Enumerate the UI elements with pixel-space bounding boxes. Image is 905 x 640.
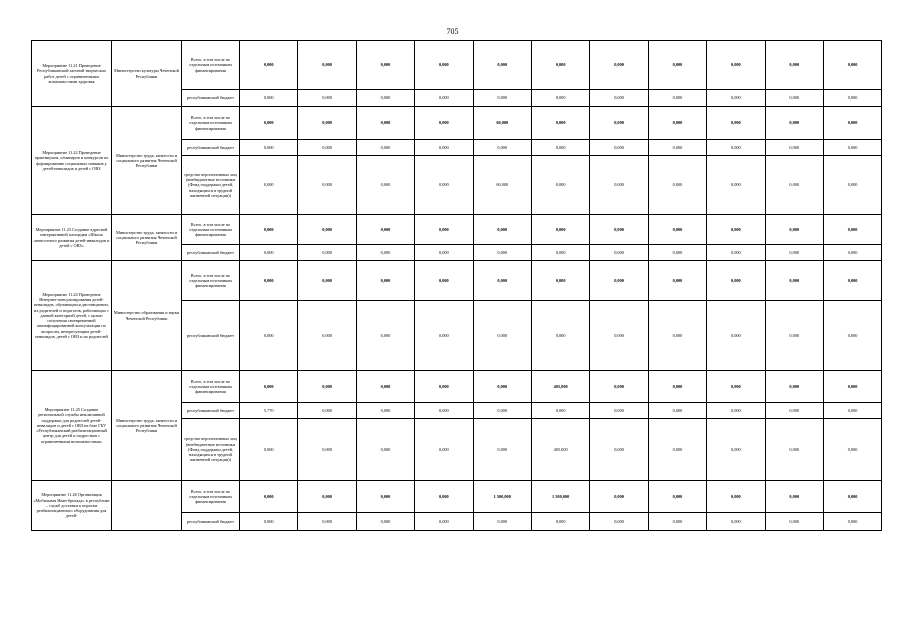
- amount-cell: 5,770: [240, 403, 298, 419]
- amount-cell: 0,000: [707, 481, 765, 513]
- amount-cell: 0,000: [356, 301, 414, 371]
- amount-cell: 0,000: [473, 403, 531, 419]
- table-row: [32, 261, 882, 301]
- amount-cell: 0,000: [473, 140, 531, 156]
- amount-cell: 0,000: [298, 419, 356, 481]
- amount-cell: 0,000: [356, 371, 414, 403]
- amount-cell: 0,000: [590, 140, 648, 156]
- amount-cell: 1 500,000: [473, 481, 531, 513]
- amount-cell: 0,000: [765, 419, 823, 481]
- amount-cell: 0,000: [240, 371, 298, 403]
- amount-cell: 0,000: [823, 419, 881, 481]
- budget-table: [31, 40, 882, 531]
- table-body: [32, 41, 882, 531]
- amount-cell: 0,000: [415, 513, 473, 531]
- amount-cell: 0,000: [765, 481, 823, 513]
- amount-cell: 405,000: [531, 419, 589, 481]
- amount-cell: 0,000: [590, 419, 648, 481]
- amount-cell: 0,000: [240, 140, 298, 156]
- amount-cell: 0,000: [590, 513, 648, 531]
- amount-cell: 0,000: [648, 513, 706, 531]
- amount-cell: 0,000: [415, 371, 473, 403]
- amount-cell: 0,000: [765, 513, 823, 531]
- amount-cell: 0,000: [298, 107, 356, 140]
- amount-cell: 0,000: [415, 245, 473, 261]
- executor-cell: Министерство труда, занятости и социального развития Чеченской Республики: [112, 107, 182, 215]
- amount-cell: 0,000: [590, 41, 648, 90]
- amount-cell: 0,000: [356, 215, 414, 245]
- executor-cell: Министерство труда, занятости и социального развития Чеченской Республики: [112, 215, 182, 261]
- amount-cell: 0,000: [707, 156, 765, 215]
- event-cell: Мероприятие 11.26 Организация «Мобильная Иван-бригада» в республике – служб доставки к порогам реабилитационного оборудования для детей-: [32, 481, 112, 531]
- amount-cell: 0,000: [240, 301, 298, 371]
- amount-cell: 0,000: [823, 140, 881, 156]
- amount-cell: 0,000: [356, 140, 414, 156]
- amount-cell: 0,000: [823, 90, 881, 107]
- amount-cell: 0,000: [823, 261, 881, 301]
- amount-cell: 0,000: [823, 371, 881, 403]
- amount-cell: 0,000: [765, 156, 823, 215]
- funding-source-cell: Всего, в том числе по отдельным источникам финансирования: [182, 481, 240, 513]
- amount-cell: 0,000: [590, 371, 648, 403]
- amount-cell: 0,000: [823, 403, 881, 419]
- amount-cell: 0,000: [298, 513, 356, 531]
- table-row: [32, 107, 882, 140]
- amount-cell: 0,000: [356, 245, 414, 261]
- funding-source-cell: республиканский бюджет: [182, 245, 240, 261]
- amount-cell: 60,000: [473, 156, 531, 215]
- amount-cell: 0,000: [356, 107, 414, 140]
- amount-cell: 0,000: [531, 41, 589, 90]
- amount-cell: 0,000: [473, 419, 531, 481]
- amount-cell: 0,000: [707, 245, 765, 261]
- funding-source-cell: Всего, в том числе по отдельным источникам финансирования: [182, 261, 240, 301]
- amount-cell: 0,000: [415, 107, 473, 140]
- amount-cell: 0,000: [298, 245, 356, 261]
- funding-source-cell: Всего, в том числе по отдельным источникам финансирования: [182, 107, 240, 140]
- funding-source-cell: республиканский бюджет: [182, 513, 240, 531]
- amount-cell: 0,000: [531, 261, 589, 301]
- amount-cell: 0,000: [531, 90, 589, 107]
- amount-cell: 405,000: [531, 371, 589, 403]
- amount-cell: 0,000: [707, 403, 765, 419]
- amount-cell: 0,000: [473, 90, 531, 107]
- amount-cell: 0,000: [765, 403, 823, 419]
- amount-cell: 0,000: [240, 90, 298, 107]
- funding-source-cell: республиканский бюджет: [182, 90, 240, 107]
- amount-cell: 0,000: [707, 90, 765, 107]
- amount-cell: 0,000: [707, 261, 765, 301]
- page-number: 705: [446, 27, 459, 36]
- amount-cell: 0,000: [415, 90, 473, 107]
- amount-cell: 0,000: [531, 107, 589, 140]
- executor-cell: Министерство образования и науки Чеченской Республики: [112, 261, 182, 371]
- amount-cell: 0,000: [415, 261, 473, 301]
- amount-cell: 60,000: [473, 107, 531, 140]
- amount-cell: 0,000: [415, 41, 473, 90]
- amount-cell: 0,000: [240, 261, 298, 301]
- amount-cell: 0,000: [765, 41, 823, 90]
- event-cell: Мероприятие 11.21 Проведение Республиканской заочной творческих работ детей с ограниченными возможностями здоровья: [32, 41, 112, 107]
- amount-cell: 0,000: [298, 371, 356, 403]
- amount-cell: 1 500,000: [531, 481, 589, 513]
- amount-cell: 0,000: [707, 107, 765, 140]
- amount-cell: 0,000: [590, 215, 648, 245]
- amount-cell: 0,000: [765, 245, 823, 261]
- table-row: [32, 215, 882, 245]
- amount-cell: 0,000: [298, 41, 356, 90]
- amount-cell: 0,000: [298, 140, 356, 156]
- amount-cell: 0,000: [531, 513, 589, 531]
- amount-cell: 0,000: [240, 156, 298, 215]
- amount-cell: 0,000: [473, 301, 531, 371]
- amount-cell: 0,000: [240, 481, 298, 513]
- amount-cell: 0,000: [531, 215, 589, 245]
- event-cell: Мероприятие 11.24 Проведение Интернет-консультирования детей-инвалидов, обучающихся дистанционно, их родителей и педагогов, работающих с данной категорией детей, с целью получения своевременной квалифицированной консультации по вопросам, интересующим детей-инвалидов, детей с ОВЗ и их родителей: [32, 261, 112, 371]
- amount-cell: 0,000: [298, 261, 356, 301]
- funding-source-cell: Всего, в том числе по отдельным источникам финансирования: [182, 41, 240, 90]
- funding-source-cell: республиканский бюджет: [182, 301, 240, 371]
- amount-cell: 0,000: [648, 403, 706, 419]
- amount-cell: 0,000: [765, 140, 823, 156]
- amount-cell: 0,000: [531, 301, 589, 371]
- amount-cell: 0,000: [298, 481, 356, 513]
- amount-cell: 0,000: [356, 90, 414, 107]
- amount-cell: 0,000: [415, 481, 473, 513]
- amount-cell: 0,000: [240, 419, 298, 481]
- amount-cell: 0,000: [823, 481, 881, 513]
- amount-cell: 0,000: [590, 403, 648, 419]
- table-row: [32, 41, 882, 90]
- amount-cell: 0,000: [765, 301, 823, 371]
- amount-cell: 0,000: [765, 90, 823, 107]
- amount-cell: 0,000: [298, 90, 356, 107]
- funding-source-cell: Всего, в том числе по отдельным источникам финансирования: [182, 215, 240, 245]
- amount-cell: 0,000: [240, 107, 298, 140]
- amount-cell: 0,000: [356, 513, 414, 531]
- amount-cell: 0,000: [531, 156, 589, 215]
- amount-cell: 0,000: [415, 140, 473, 156]
- amount-cell: 0,000: [590, 261, 648, 301]
- amount-cell: 0,000: [531, 245, 589, 261]
- amount-cell: 0,000: [648, 90, 706, 107]
- amount-cell: 0,000: [415, 215, 473, 245]
- amount-cell: 0,000: [707, 419, 765, 481]
- amount-cell: 0,000: [240, 215, 298, 245]
- amount-cell: 0,000: [648, 419, 706, 481]
- funding-source-cell: средства перспективных лиц (внебюджетные источники (Фонд поддержки детей, находящихся в трудной жизненной ситуации)): [182, 156, 240, 215]
- amount-cell: 0,000: [648, 156, 706, 215]
- amount-cell: 0,000: [298, 301, 356, 371]
- amount-cell: 0,000: [823, 107, 881, 140]
- amount-cell: 0,000: [356, 261, 414, 301]
- amount-cell: 0,000: [823, 41, 881, 90]
- amount-cell: 0,000: [765, 261, 823, 301]
- amount-cell: 0,000: [415, 301, 473, 371]
- amount-cell: 0,000: [823, 513, 881, 531]
- amount-cell: 0,000: [590, 90, 648, 107]
- amount-cell: 0,000: [707, 371, 765, 403]
- amount-cell: 0,000: [648, 140, 706, 156]
- amount-cell: 0,000: [648, 245, 706, 261]
- amount-cell: 0,000: [298, 403, 356, 419]
- amount-cell: 0,000: [765, 107, 823, 140]
- amount-cell: 0,000: [648, 371, 706, 403]
- amount-cell: 0,000: [356, 156, 414, 215]
- amount-cell: 0,000: [765, 215, 823, 245]
- amount-cell: 0,000: [823, 245, 881, 261]
- amount-cell: 0,000: [823, 301, 881, 371]
- amount-cell: 0,000: [531, 140, 589, 156]
- amount-cell: 0,000: [298, 156, 356, 215]
- amount-cell: 0,000: [240, 513, 298, 531]
- amount-cell: 0,000: [415, 156, 473, 215]
- table-row: [32, 371, 882, 403]
- event-cell: Мероприятие 11.25 Создание региональной службы инклюзивной поддержки для родителей детей-инвалидов и детей с ОВЗ на базе ГБУ «Республиканский реабилитационный центр для детей и подростков с ограниченными возможностями»: [32, 371, 112, 481]
- amount-cell: 0,000: [240, 245, 298, 261]
- amount-cell: 0,000: [765, 371, 823, 403]
- event-cell: Мероприятие 11.23 Создание адресной интерактивной площадки «Школа личностного развития детей-инвалидов и детей с ОВЗ»: [32, 215, 112, 261]
- amount-cell: 0,000: [473, 513, 531, 531]
- amount-cell: 0,000: [531, 403, 589, 419]
- funding-source-cell: республиканский бюджет: [182, 140, 240, 156]
- amount-cell: 0,000: [648, 41, 706, 90]
- amount-cell: 0,000: [707, 215, 765, 245]
- executor-cell: Министерство культуры Чеченской Республики: [112, 41, 182, 107]
- amount-cell: 0,000: [473, 41, 531, 90]
- funding-source-cell: республиканский бюджет: [182, 403, 240, 419]
- amount-cell: 0,000: [298, 215, 356, 245]
- executor-cell: [112, 481, 182, 531]
- amount-cell: 0,000: [648, 107, 706, 140]
- amount-cell: 0,000: [415, 419, 473, 481]
- amount-cell: 0,000: [473, 215, 531, 245]
- amount-cell: 0,000: [707, 513, 765, 531]
- amount-cell: 0,000: [356, 481, 414, 513]
- amount-cell: 0,000: [473, 261, 531, 301]
- amount-cell: 0,000: [707, 140, 765, 156]
- amount-cell: 0,000: [356, 403, 414, 419]
- amount-cell: 0,000: [823, 215, 881, 245]
- funding-source-cell: средства перспективных лиц (внебюджетные источники (Фонд поддержки детей, находящихся в трудной жизненной ситуации)): [182, 419, 240, 481]
- amount-cell: 0,000: [648, 215, 706, 245]
- amount-cell: 0,000: [415, 403, 473, 419]
- amount-cell: 0,000: [590, 481, 648, 513]
- amount-cell: 0,000: [823, 156, 881, 215]
- executor-cell: Министерство труда, занятости и социального развития Чеченской Республики: [112, 371, 182, 481]
- table-row: [32, 481, 882, 513]
- amount-cell: 0,000: [473, 371, 531, 403]
- amount-cell: 0,000: [707, 41, 765, 90]
- funding-source-cell: Всего, в том числе по отдельным источникам финансирования: [182, 371, 240, 403]
- amount-cell: 0,000: [590, 107, 648, 140]
- event-cell: Мероприятие 11.22 Проведение практикумов, семинаров и конкурсов по формированию социальных навыков у детей-инвалидов и детей с ОВЗ: [32, 107, 112, 215]
- amount-cell: 0,000: [590, 245, 648, 261]
- amount-cell: 0,000: [356, 419, 414, 481]
- amount-cell: 0,000: [707, 301, 765, 371]
- amount-cell: 0,000: [590, 301, 648, 371]
- amount-cell: 0,000: [473, 245, 531, 261]
- amount-cell: 0,000: [590, 156, 648, 215]
- amount-cell: 0,000: [648, 261, 706, 301]
- amount-cell: 0,000: [648, 301, 706, 371]
- amount-cell: 0,000: [648, 481, 706, 513]
- amount-cell: 0,000: [356, 41, 414, 90]
- amount-cell: 0,000: [240, 41, 298, 90]
